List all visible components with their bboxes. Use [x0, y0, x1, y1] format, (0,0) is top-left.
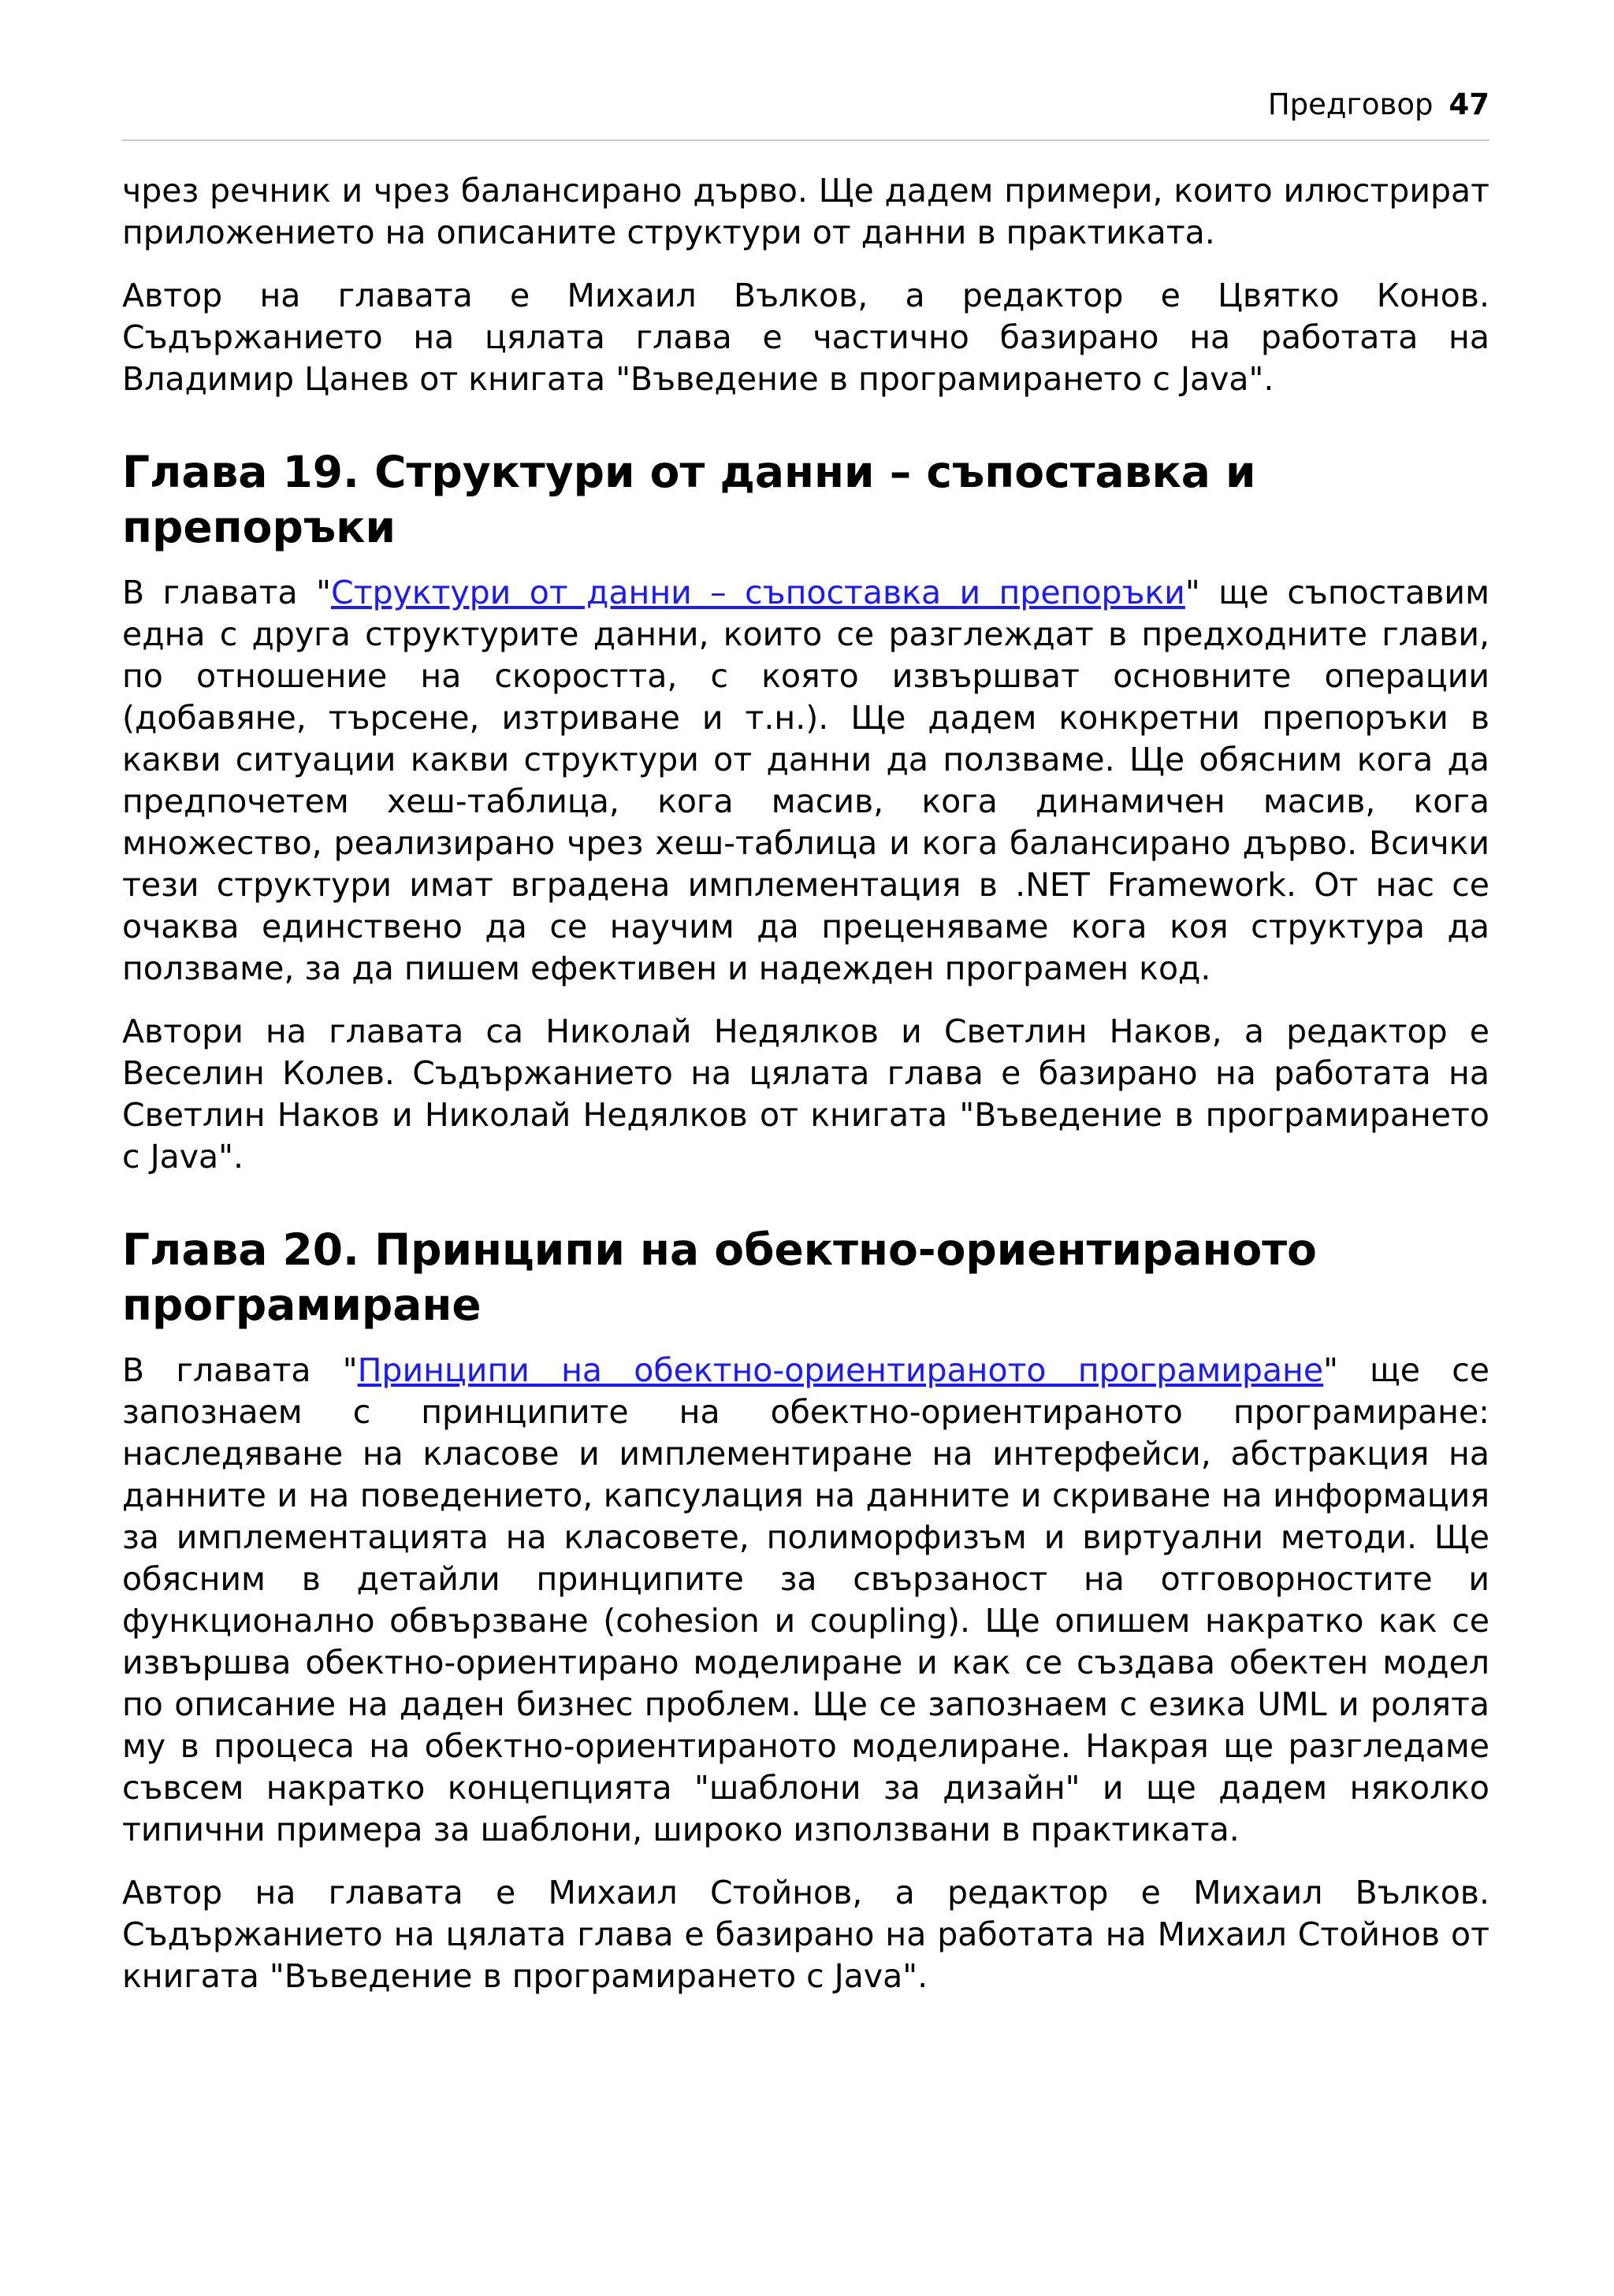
chapter-19-heading: Глава 19. Структури от данни – съпоставка и препоръки	[122, 447, 1256, 552]
header-section-title: Предговор	[1267, 87, 1434, 121]
chapter-19-authors: Автори на главата са Николай Недялков и Светлин Наков, а редактор е Веселин Колев. Съдържанието на цялата глава е базирано на работата на Светлин Наков и Николай Недялков от книгата "Въведение в програмирането с Java".	[122, 1012, 1489, 1176]
chapter-19-description	[122, 572, 1489, 990]
page-number: 47	[1449, 87, 1489, 121]
chapter-20-authors: Автор на главата е Михаил Стойнов, а редактор е Михаил Вълков. Съдържанието на цялата глава е базирано на работата на Михаил Стойнов от книгата "Въведение в програмирането с Java".	[122, 1874, 1489, 1995]
chapter-20-lead-before: В главата "	[122, 1351, 358, 1389]
chapter-20-heading: Глава 20. Принципи на обектно-ориентираното програмиране	[122, 1224, 1317, 1330]
intro-paragraph: чрез речник и чрез балансирано дърво. Ще дадем примери, които илюстрират приложението на описаните структури от данни в практиката.	[122, 172, 1489, 251]
chapter-19-link[interactable]: Структури от данни – съпоставка и препоръки	[330, 574, 1185, 611]
header-divider	[122, 139, 1489, 141]
chapter-19-lead-after: " ще съпоставим една с друга структурите данни, които се разглеждат в предходните глави, по отношение на скоростта, с която извършват основните операции (добавяне, търсене, изтриване и т.н.). Ще дадем конкретни препоръки в какви ситуации какви структури от данни да ползваме. Ще обясним кога да предпочетем хеш-таблица, кога масив, кога динамичен масив, кога множество, реализирано чрез хеш-таблица и кога балансирано дърво. Всички тези структури имат вградена имплементация в .NET Framework. От нас се очаква единствено да се научим да преценяваме кога коя структура да ползваме, за да пишем ефективен и надежден програмен код.	[122, 574, 1490, 987]
intro-authors-paragraph: Автор на главата е Михаил Вълков, а редактор е Цвятко Конов. Съдържанието на цялата глава е частично базирано на работата на Владимир Цанев от книгата "Въведение в програмирането с Java".	[122, 277, 1489, 398]
page-content	[122, 170, 1489, 2019]
chapter-20-link[interactable]: Принципи на обектно-ориентираното програмиране	[357, 1351, 1324, 1389]
chapter-19-lead-before: В главата "	[122, 574, 331, 611]
chapter-20-description	[122, 1350, 1489, 1851]
chapter-20-lead-after: " ще се запознаем с принципите на обектно-ориентираното програмиране: наследяване на класове и имплементиране на интерфейси, абстракция на данните и на поведението, капсулация на данните и скриване на информация за имплементацията на класовете, полиморфизъм и виртуални методи. Ще обясним в детайли принципите за свързаност на отговорностите и функционално обвързване (cohesion и coupling). Ще опишем накратко как се извършва обектно-ориентирано моделиране и как се създава обектен модел по описание на даден бизнес проблем. Ще се запознаем с езика UML и ролята му в процеса на обектно-ориентираното моделиране. Накрая ще разгледаме съвсем накратко концепцията "шаблони за дизайн" и ще дадем няколко типични примера за шаблони, широко използвани в практиката.	[122, 1351, 1489, 1848]
running-header	[1268, 81, 1489, 128]
